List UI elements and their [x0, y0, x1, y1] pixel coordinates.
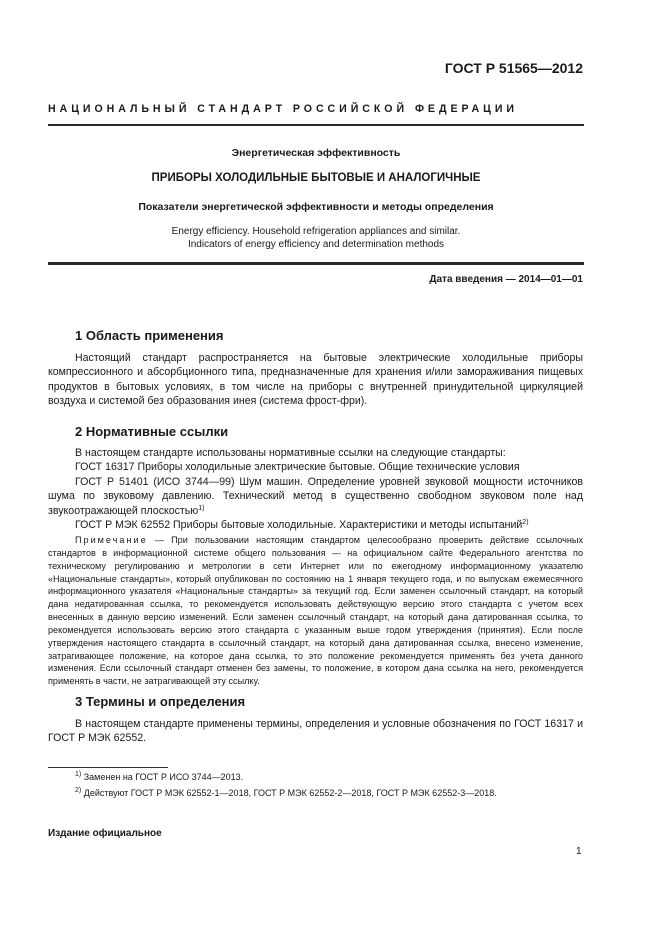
reference-gost-r-iec-62552 [48, 518, 583, 532]
footnote-1-text: Заменен на ГОСТ Р ИСО 3744—2013. [81, 772, 244, 782]
reference-gost-r-iec-62552-text: ГОСТ Р МЭК 62552 Приборы бытовые холодильные. Характеристики и методы испытаний [75, 519, 523, 532]
footnote-2-text: Действуют ГОСТ Р МЭК 62552-1—2018, ГОСТ Р МЭК 62552-2—2018, ГОСТ Р МЭК 62552-3—2018. [81, 788, 497, 798]
introduction-date: Дата введения — 2014—01—01 [429, 274, 583, 285]
reference-gost-r-51401 [48, 475, 583, 518]
section-3-body [48, 717, 583, 746]
official-edition-label: Издание официальное [48, 828, 162, 839]
references-intro: В настоящем стандарте использованы нормативные ссылки на следующие стандарты: [75, 447, 506, 459]
section-3-heading: 3 Термины и определения [75, 694, 246, 709]
title-line-1: Энергетическая эффективность [231, 147, 401, 159]
references-note [48, 534, 583, 688]
title-rule [48, 262, 584, 265]
standard-code: ГОСТ Р 51565—2012 [444, 60, 583, 76]
title-line-3: Показатели энергетической эффективности и методы определения [138, 201, 494, 213]
footnote-rule [48, 767, 168, 768]
header-rule [48, 124, 584, 126]
page-number: 1 [576, 846, 582, 857]
footnote-ref-2[interactable]: 2) [522, 519, 529, 527]
section-1-heading: 1 Область применения [75, 328, 224, 343]
section-1-paragraph: Настоящий стандарт распространяется на бытовые электрические холодильные приборы компрессионного и абсорбционного типа, предназначенные для хранения и/или замораживания пищевых продуктов в бытовых условиях, в том числе на приборы с внутренней принудительной циркуляцией воздуха и системой без образования инея (система фрост-фри). [48, 352, 583, 408]
section-3-paragraph: В настоящем стандарте применены термины, определения и условные обозначения по ГОСТ 16317 и ГОСТ Р МЭК 62552. [48, 718, 583, 745]
note-text: — При пользовании настоящим стандартом целесообразно проверить действие ссылочных стандартов в информационной системе общего пользования — на официальном сайте Федерального агентства по техническому регулированию и метрологии в сети Интернет или по ежегодному информационному указателю «Национальные стандарты», который опубликован по состоянию на 1 января текущего года, и по выпускам ежемесячного информационного указателя «Национальные стандарты» за текущий год. Если заменен ссылочный стандарт, на который дана недатированная ссылка, то рекомендуется использовать действующую версию этого стандарта с учетом всех внесенных в данную версию изменений. Если заменен ссылочный стандарт, на который дана датированная ссылка, то рекомендуется использовать версию этого стандарта с указанным выше годом утверждения (принятия). Если после утверждения настоящего стандарта в ссылочный стандарт, на который дана датированная ссылка, внесено изменение, затрагивающее положение, на которое дана ссылка, то это положение рекомендуется применять без учета данного изменения. Если ссылочный стандарт отменен без замены, то положение, в котором дана ссылка на него, рекомендуется применять в части, не затрагивающей эту ссылку. [48, 535, 583, 687]
reference-gost-16317: ГОСТ 16317 Приборы холодильные электрические бытовые. Общие технические условия [75, 461, 520, 474]
section-1-body [48, 351, 583, 409]
note-paragraph [48, 534, 583, 688]
national-standard-title: НАЦИОНАЛЬНЫЙ СТАНДАРТ РОССИЙСКОЙ ФЕДЕРАЦИИ [48, 103, 518, 115]
reference-gost-r-51401-text: ГОСТ Р 51401 (ИСО 3744—99) Шум машин. Определение уровней звуковой мощности источников шума по звуковому давлению. Технический метод в существенно свободном звуковом поле над звукоотражающей плоскостью [48, 475, 583, 517]
footnote-2-mark: 2) [75, 787, 82, 794]
footnote-ref-1[interactable]: 1) [198, 504, 205, 512]
section-2-body [48, 446, 583, 532]
english-title-2: Indicators of energy efficiency and determination methods [187, 239, 445, 250]
footnote-1-mark: 1) [75, 771, 82, 778]
title-line-2: ПРИБОРЫ ХОЛОДИЛЬНЫЕ БЫТОВЫЕ И АНАЛОГИЧНЫЕ [151, 172, 481, 184]
section-2-heading: 2 Нормативные ссылки [75, 424, 229, 439]
note-label: Примечание [75, 535, 148, 545]
footnote-2 [75, 788, 497, 798]
footnote-1 [75, 772, 243, 782]
english-title-1: Energy efficiency. Household refrigeration appliances and similar. [171, 226, 461, 237]
